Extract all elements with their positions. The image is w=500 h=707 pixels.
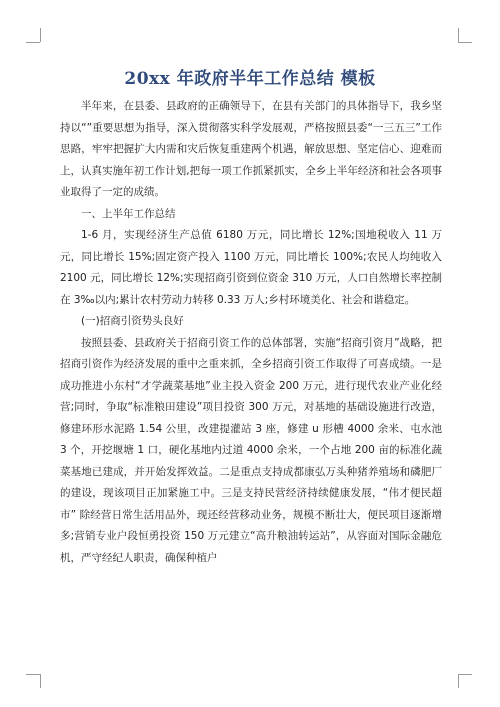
stats-paragraph: 1-6 月，实现经济生产总值 6180 万元，同比增长 12%;国地税收入 11 万元，同比增长 15%;固定资产投入 1100 万元，同比增长 100%;农民人均纯收入 2100 元，同比增长 12%;实现招商引资到位资金 310 万元，人口自然增长率控制在 3‰以内;累计农村劳动力转移 0.33 万人;乡村环境美化、社会和谐稳定。 <box>60 229 442 306</box>
intro-paragraph: 半年来，在县委、县政府的正确领导下，在县有关部门的具体指导下，我乡坚持以“”重要思想为指导，深入贯彻落实科学发展观，严格按照县委“一三五三”工作思路，牢牢把握扩大内需和灾后恢复重建两个机遇，解放思想、坚定信心、迎难而上，认真实施年初工作计划,把每一项工作抓紧抓实，全乡上半年经济和社会各项事业取得了一定的成绩。 <box>60 100 442 198</box>
document-body <box>60 96 442 569</box>
document-title: 20xx 年政府半年工作总结 模板 <box>124 69 376 89</box>
subsection-heading: (一)招商引资势头良好 <box>81 315 184 327</box>
section-heading: 一、上半年工作总结 <box>81 207 176 220</box>
investment-paragraph: 按照县委、县政府关于招商引资工作的总体部署，实施“招商引资月”战略，把招商引资作为经济发展的重中之重来抓，全乡招商引资工作取得了可喜成绩。一是成功推进小东村“才学蔬菜基地”业主投入资金 200 万元，进行现代农业产业化经营;同时，争取“标准粮田建设”项目投资 300 万元，对基地的基础设施进行改造，修建环形水泥路 1.54 公里，改建提灌站 3 座，修建 u 形槽 4000 余米、屯水池 3 个，开挖堰塘 1 口，硬化基地内过道 4000 余米，一个占地 200 亩的标准化蔬菜基地已建成，并开始发挥效益。二是重点支持成都康弘万头种猪养殖场和磷肥厂的建设，现该项目正加紧施工中。三是支持民营经济持续健康发展，“伟才便民超市” 除经营日常生活用品外，现还经营移动业务，规模不断壮大，便民项目逐渐增多;营销专业户段恒勇投资 150 万元建立“高升粮油转运站”，从容面对国际金融危机，严守经纪人职责，确保种植户 <box>60 336 442 564</box>
